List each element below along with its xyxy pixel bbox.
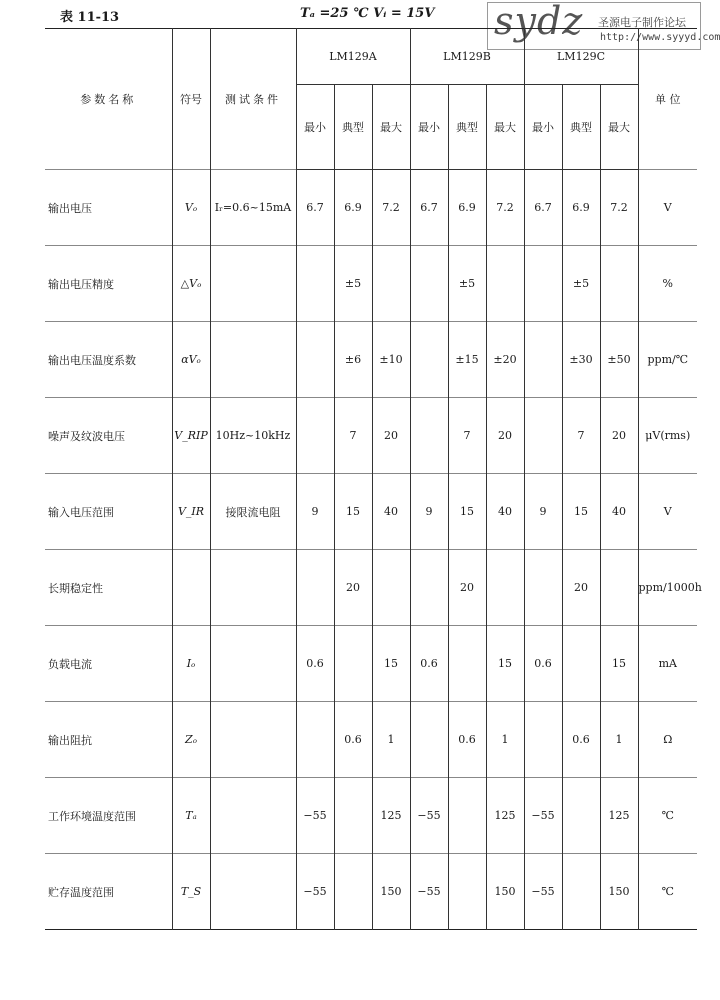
value-cell: 150 [600,854,638,930]
table-row [45,474,697,550]
unit-cell: Ω [638,702,697,778]
max-header: 最大 [486,85,524,170]
symbol-cell: △Vₒ [172,246,210,322]
value-cell: ±5 [334,246,372,322]
symbol-header: 符号 [172,29,210,170]
value-cell: 6.9 [334,170,372,246]
symbol-cell: Tₐ [172,778,210,854]
value-cell: 1 [600,702,638,778]
value-cell: 15 [448,474,486,550]
value-cell: 0.6 [524,626,562,702]
unit-cell: V [638,170,697,246]
param-name-cell: 输出电压精度 [45,246,172,322]
min-header: 最小 [410,85,448,170]
value-cell [296,322,334,398]
symbol-cell: T_S [172,854,210,930]
test-condition-cell [210,702,296,778]
param-name-cell: 工作环境温度范围 [45,778,172,854]
param-name-cell: 输出阻抗 [45,702,172,778]
value-cell [524,246,562,322]
value-cell: 7 [334,398,372,474]
unit-cell: V [638,474,697,550]
value-cell: 150 [486,854,524,930]
value-cell: ±5 [448,246,486,322]
value-cell [296,246,334,322]
table-row [45,322,697,398]
value-cell [296,702,334,778]
value-cell [524,702,562,778]
value-cell: 15 [562,474,600,550]
unit-header: 单 位 [638,29,697,170]
value-cell: 20 [334,550,372,626]
value-cell: 9 [524,474,562,550]
value-cell [524,550,562,626]
table-number: 表 11-13 [60,10,120,25]
typ-header: 典型 [562,85,600,170]
value-cell [524,322,562,398]
value-cell: 7.2 [372,170,410,246]
unit-cell: ℃ [638,778,697,854]
param-name-cell: 输出电压 [45,170,172,246]
value-cell: 125 [600,778,638,854]
test-condition-cell: 10Hz~10kHz [210,398,296,474]
value-cell: 1 [486,702,524,778]
typ-header: 典型 [334,85,372,170]
symbol-cell: V_RIP [172,398,210,474]
value-cell: 40 [372,474,410,550]
value-cell [410,550,448,626]
value-cell: 7 [448,398,486,474]
value-cell: 9 [296,474,334,550]
value-cell [334,778,372,854]
value-cell: ±20 [486,322,524,398]
value-cell: 0.6 [562,702,600,778]
value-cell: 125 [372,778,410,854]
test-condition-cell [210,778,296,854]
value-cell: 7 [562,398,600,474]
table-row [45,626,697,702]
unit-cell: ℃ [638,854,697,930]
typ-header: 典型 [448,85,486,170]
value-cell: ±5 [562,246,600,322]
watermark-url: http://www.syyyd.com [600,32,720,43]
value-cell [334,854,372,930]
value-cell [410,702,448,778]
value-cell [486,246,524,322]
value-cell: ±50 [600,322,638,398]
value-cell: 125 [486,778,524,854]
param-name-cell: 输入电压范围 [45,474,172,550]
test-condition-cell: Iᵣ=0.6~15mA [210,170,296,246]
value-cell: −55 [524,854,562,930]
param-name-cell: 长期稳定性 [45,550,172,626]
value-cell: ±15 [448,322,486,398]
value-cell [410,398,448,474]
value-cell: 6.9 [448,170,486,246]
symbol-cell: V_IR [172,474,210,550]
value-cell: ±6 [334,322,372,398]
min-header: 最小 [296,85,334,170]
unit-cell: μV(rms) [638,398,697,474]
model-header: LM129A [296,29,410,85]
value-cell: 40 [600,474,638,550]
value-cell: 0.6 [410,626,448,702]
value-cell: 15 [334,474,372,550]
value-cell [448,854,486,930]
test-condition-cell [210,322,296,398]
value-cell: 40 [486,474,524,550]
test-condition-cell [210,626,296,702]
watermark-site-name: 圣源电子制作论坛 [598,16,686,29]
unit-cell: ppm/1000h [638,550,697,626]
value-cell [448,626,486,702]
symbol-cell: Vₒ [172,170,210,246]
test-condition-cell [210,246,296,322]
value-cell: 15 [486,626,524,702]
min-header: 最小 [524,85,562,170]
value-cell: 20 [600,398,638,474]
max-header: 最大 [600,85,638,170]
unit-cell: % [638,246,697,322]
symbol-cell: Zₒ [172,702,210,778]
param-name-cell: 噪声及纹波电压 [45,398,172,474]
value-cell: ±30 [562,322,600,398]
value-cell [410,246,448,322]
value-cell [600,550,638,626]
param-name-cell: 贮存温度范围 [45,854,172,930]
value-cell: 20 [448,550,486,626]
test-header: 测试条件 [210,29,296,170]
value-cell: −55 [410,854,448,930]
value-cell [600,246,638,322]
value-cell: −55 [524,778,562,854]
table-row [45,702,697,778]
value-cell: 6.7 [524,170,562,246]
symbol-cell: αVₒ [172,322,210,398]
value-cell [448,778,486,854]
test-condition-cell [210,550,296,626]
unit-cell: ppm/℃ [638,322,697,398]
unit-cell: mA [638,626,697,702]
model-header: LM129C [524,29,638,85]
table-body [45,170,702,930]
value-cell: 15 [600,626,638,702]
value-cell: −55 [296,778,334,854]
value-cell [372,550,410,626]
value-cell [296,398,334,474]
value-cell: 6.7 [296,170,334,246]
value-cell: 20 [486,398,524,474]
symbol-cell [172,550,210,626]
value-cell [562,778,600,854]
value-cell: 6.7 [410,170,448,246]
param-name-cell: 输出电压温度系数 [45,322,172,398]
spec-table [45,28,702,930]
max-header: 最大 [372,85,410,170]
table-row [45,246,697,322]
value-cell: −55 [410,778,448,854]
test-conditions: Tₐ =25 ℃ Vᵢ = 15V [300,6,435,21]
value-cell: 1 [372,702,410,778]
test-condition-cell: 接限流电阻 [210,474,296,550]
value-cell: 20 [562,550,600,626]
value-cell: 7.2 [600,170,638,246]
value-cell [410,322,448,398]
param-header: 参数名称 [45,29,172,170]
symbol-cell: Iₒ [172,626,210,702]
value-cell: 0.6 [448,702,486,778]
table-row [45,398,697,474]
value-cell: 6.9 [562,170,600,246]
value-cell [524,398,562,474]
value-cell: 0.6 [334,702,372,778]
value-cell: 7.2 [486,170,524,246]
value-cell [486,550,524,626]
test-condition-cell [210,854,296,930]
table-row [45,854,697,930]
value-cell: −55 [296,854,334,930]
value-cell [334,626,372,702]
value-cell: 0.6 [296,626,334,702]
value-cell: 150 [372,854,410,930]
value-cell: 20 [372,398,410,474]
value-cell [562,854,600,930]
value-cell: 9 [410,474,448,550]
watermark-logo: sydz [494,0,584,43]
table-row [45,550,697,626]
table-row [45,778,697,854]
param-name-cell: 负载电流 [45,626,172,702]
table-row [45,170,697,246]
model-header: LM129B [410,29,524,85]
value-cell: ±10 [372,322,410,398]
value-cell [562,626,600,702]
value-cell [296,550,334,626]
value-cell [372,246,410,322]
value-cell: 15 [372,626,410,702]
